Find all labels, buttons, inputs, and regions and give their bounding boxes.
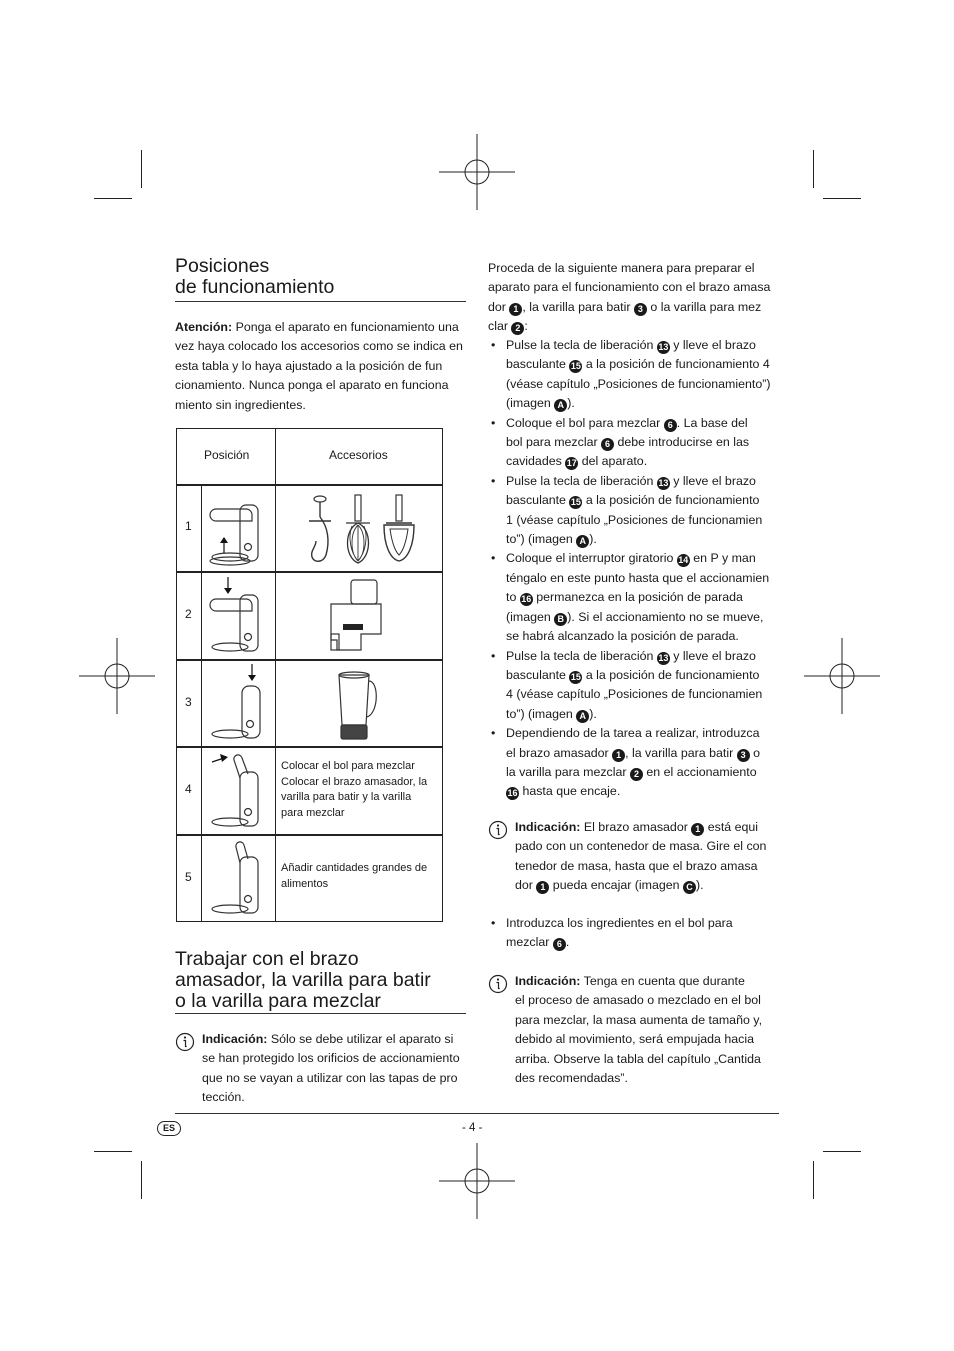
row-position-number: 5 [185, 870, 192, 884]
step-text: Dependiendo de la tarea a realizar, introduzca [506, 726, 760, 741]
intro-line: o la varilla para mez [646, 299, 762, 314]
intro-line: , la varilla para batir [522, 299, 634, 314]
number-marker: 6 [664, 419, 677, 432]
step-text: téngalo en este punto hasta que el accionamien [506, 570, 770, 585]
number-marker: 3 [634, 303, 647, 316]
attention-line: cionamiento. Nunca ponga el aparato en funciona [175, 378, 449, 393]
step-text: . [565, 935, 570, 950]
list-item [488, 647, 788, 725]
crop-mark [823, 1151, 861, 1152]
note-block [488, 972, 788, 1092]
step-text: basculante [506, 357, 570, 372]
step-text: a la posición de funcionamiento [582, 667, 760, 682]
crop-mark [813, 1161, 814, 1199]
step-text: y lleve el brazo [669, 338, 756, 352]
row-position-number: 2 [185, 607, 192, 621]
title-line: o la varilla para mezclar [175, 990, 381, 1012]
note-line: dor [515, 878, 537, 893]
positions-table [176, 428, 443, 922]
dough-hook-icon [303, 493, 337, 567]
table-divider [177, 659, 442, 661]
step-text: Coloque el bol para mezclar [506, 415, 664, 430]
image-marker: B [554, 613, 567, 626]
blender-jug-icon [333, 669, 381, 743]
number-marker: 1 [536, 881, 549, 894]
section-rule [175, 301, 466, 302]
header-position: Posición [204, 448, 250, 462]
crop-mark [94, 198, 132, 199]
attention-line: Ponga el aparato en funcionamiento una [232, 320, 459, 334]
note-line: debido al movimiento, será empujada hacia [515, 1032, 755, 1047]
note-line: que no se vayan a utilizar con las tapas de pro [202, 1070, 458, 1085]
crop-mark [813, 150, 814, 188]
list-item [488, 914, 788, 953]
step-text: mezclar [506, 935, 553, 950]
attention-label: Atención: [175, 320, 233, 334]
language-badge: ES [157, 1121, 181, 1136]
step-text: del aparato. [578, 454, 648, 469]
step-text: basculante [506, 493, 570, 508]
step-text: debe introducirse en las [614, 435, 750, 450]
step-text: hasta que encaje. [519, 784, 621, 799]
step-text: Introduzca los ingredientes en el bol para [506, 916, 733, 930]
note-line: tección. [202, 1090, 245, 1105]
step-text: y lleve el brazo [669, 473, 756, 488]
mixing-beater-icon [380, 493, 418, 567]
note-line: arriba. Observe la tabla del capítulo „Cantida [515, 1051, 761, 1066]
step-text: se habrá alcanzado la posición de parada. [506, 629, 739, 644]
steps-list [488, 336, 788, 802]
accessory-line: para mezclar [281, 806, 345, 819]
number-marker: 15 [570, 361, 581, 372]
number-marker: 13 [658, 652, 669, 663]
table-divider [177, 484, 442, 486]
number-marker: 1 [612, 749, 625, 762]
note-line: Tenga en cuenta que durante [580, 974, 745, 988]
note-label: Indicación: [515, 820, 581, 834]
step-text: en el accionamiento [642, 764, 757, 779]
info-icon [175, 1032, 195, 1052]
steps-list [488, 914, 788, 953]
note-block [175, 1030, 475, 1110]
section-title-positions [175, 256, 467, 298]
step-text: . La base del [676, 415, 748, 430]
number-marker: 13 [658, 477, 669, 488]
step-text: permanezca en la posición de parada [532, 590, 743, 605]
step-text: a la posición de funcionamiento [582, 493, 760, 508]
mixer-position-1-icon [204, 487, 272, 569]
accessory-line: Añadir cantidades grandes de [281, 862, 428, 874]
intro-line: clar [488, 319, 512, 334]
step-text: cavidades [506, 454, 566, 469]
section-title-working [175, 949, 475, 1012]
number-marker: 17 [566, 458, 577, 469]
list-item [488, 414, 788, 472]
step-text: o [749, 745, 760, 760]
note-line: está equi [704, 820, 759, 834]
number-marker: 1 [509, 303, 522, 316]
step-text: Pulse la tecla de liberación [506, 473, 657, 488]
title-line: Trabajar con el brazo [175, 948, 359, 970]
row-position-number: 1 [185, 519, 192, 533]
note-line: El brazo amasador [580, 820, 692, 834]
registration-mark-icon [439, 134, 515, 210]
intro-line: : [524, 319, 528, 334]
intro-paragraph [488, 259, 783, 337]
table-divider [275, 429, 277, 921]
attention-line: esta tabla y lo haya ajustado a la posición de fun [175, 358, 443, 373]
note-line: el proceso de amasado o mezclado en el bol [515, 993, 761, 1008]
step-text: a la posición de funcionamiento 4 [582, 357, 770, 372]
number-marker: 16 [507, 788, 518, 799]
list-item [488, 472, 788, 550]
number-marker: 6 [601, 438, 614, 451]
crop-mark [141, 150, 142, 188]
step-text: y lleve el brazo [669, 648, 756, 663]
info-icon [488, 974, 508, 994]
step-text: Pulse la tecla de liberación [506, 648, 657, 663]
registration-mark-icon [804, 638, 880, 714]
accessory-text [281, 759, 441, 821]
note-text [202, 1030, 477, 1108]
accessory-line: alimentos [281, 877, 329, 890]
note-line: Sólo se debe utilizar el aparato si [267, 1032, 454, 1046]
number-marker: 14 [678, 555, 689, 566]
note-line: se han protegido los orificios de accionamiento [202, 1051, 460, 1066]
number-marker: 2 [511, 322, 524, 335]
step-text: to”) (imagen [506, 532, 577, 547]
step-text: 1 (véase capítulo „Posiciones de funcionamien [506, 512, 763, 527]
mixer-position-2-icon [204, 575, 272, 657]
row-position-number: 3 [185, 695, 192, 709]
crop-mark [141, 1161, 142, 1199]
step-text: el brazo amasador [506, 745, 613, 760]
image-marker: A [554, 399, 567, 412]
note-line: para mezclar, la masa aumenta de tamaño y, [515, 1012, 763, 1027]
note-line: pado con un contenedor de masa. Gire el con [515, 839, 767, 854]
list-item [488, 336, 788, 414]
step-text: , la varilla para batir [625, 745, 737, 760]
step-text: en P y man [689, 551, 756, 566]
crop-mark [94, 1151, 132, 1152]
list-item [488, 549, 788, 646]
step-text: bol para mezclar [506, 435, 602, 450]
number-marker: 3 [737, 749, 750, 762]
intro-line: dor [488, 299, 510, 314]
accessory-line: Colocar el bol para mezclar [281, 760, 415, 772]
number-marker: 15 [570, 671, 581, 682]
step-text: (imagen [506, 396, 555, 411]
step-text: Coloque el interruptor giratorio [506, 551, 677, 566]
title-line: amasador, la varilla para batir [175, 969, 431, 991]
note-line: pueda encajar (imagen [549, 878, 683, 893]
note-block [488, 818, 788, 898]
image-marker: A [576, 710, 589, 723]
attention-line: miento sin ingredientes. [175, 397, 306, 412]
step-text: ). [567, 396, 575, 411]
attention-line: vez haya colocado los accesorios como se indica en [175, 339, 463, 354]
table-divider [177, 571, 442, 573]
step-text: ). [589, 532, 597, 547]
step-text: to [506, 590, 520, 605]
table-divider [177, 746, 442, 748]
food-processor-icon [321, 576, 391, 654]
step-text: ). [589, 706, 597, 721]
whisk-icon [340, 493, 376, 567]
attention-paragraph [175, 318, 475, 415]
title-line: de funcionamiento [175, 276, 335, 298]
info-icon [488, 820, 508, 840]
crop-mark [823, 198, 861, 199]
registration-mark-icon [439, 1143, 515, 1219]
list-item [488, 724, 788, 802]
accessory-line: Colocar el brazo amasador, la [281, 775, 428, 788]
table-divider [201, 484, 203, 921]
number-marker: 16 [521, 594, 532, 605]
mixer-position-4-icon [204, 750, 272, 832]
section-rule [175, 1013, 466, 1014]
note-line: des recomendadas”. [515, 1071, 628, 1086]
step-text: ). Si el accionamiento no se mueve, [567, 609, 764, 624]
mixer-position-5-icon [204, 837, 272, 919]
mixer-position-3-icon [204, 662, 272, 744]
note-text [515, 818, 790, 896]
step-text: la varilla para mezclar [506, 764, 630, 779]
step-text: to”) (imagen [506, 706, 577, 721]
step-text: Pulse la tecla de liberación [506, 338, 657, 352]
header-accessories: Accesorios [329, 448, 388, 462]
accessory-text [281, 861, 441, 892]
image-marker: C [683, 881, 696, 894]
accessory-line: varilla para batir y la varilla [281, 791, 412, 803]
number-marker: 15 [570, 497, 581, 508]
page-number: - 4 - [462, 1122, 483, 1134]
intro-line: aparato para el funcionamiento con el brazo amasa [488, 280, 771, 295]
note-line: ). [696, 878, 704, 893]
number-marker: 13 [658, 342, 669, 352]
number-marker: 2 [630, 768, 643, 781]
title-line: Posiciones [175, 255, 270, 277]
footer-rule [175, 1113, 779, 1114]
table-divider [177, 834, 442, 836]
row-position-number: 4 [185, 782, 192, 796]
step-text: 4 (véase capítulo „Posiciones de funcionamien [506, 687, 763, 702]
intro-line: Proceda de la siguiente manera para preparar el [488, 261, 755, 275]
note-line: tenedor de masa, hasta que el brazo amasa [515, 858, 758, 873]
note-label: Indicación: [202, 1032, 268, 1046]
note-text [515, 972, 790, 1088]
registration-mark-icon [79, 638, 155, 714]
number-marker: 1 [691, 823, 704, 836]
number-marker: 6 [553, 938, 566, 951]
image-marker: A [576, 535, 589, 548]
note-label: Indicación: [515, 974, 581, 988]
step-text: basculante [506, 667, 570, 682]
step-text: (véase capítulo „Posiciones de funcionamiento”) [506, 376, 771, 391]
step-text: (imagen [506, 609, 555, 624]
